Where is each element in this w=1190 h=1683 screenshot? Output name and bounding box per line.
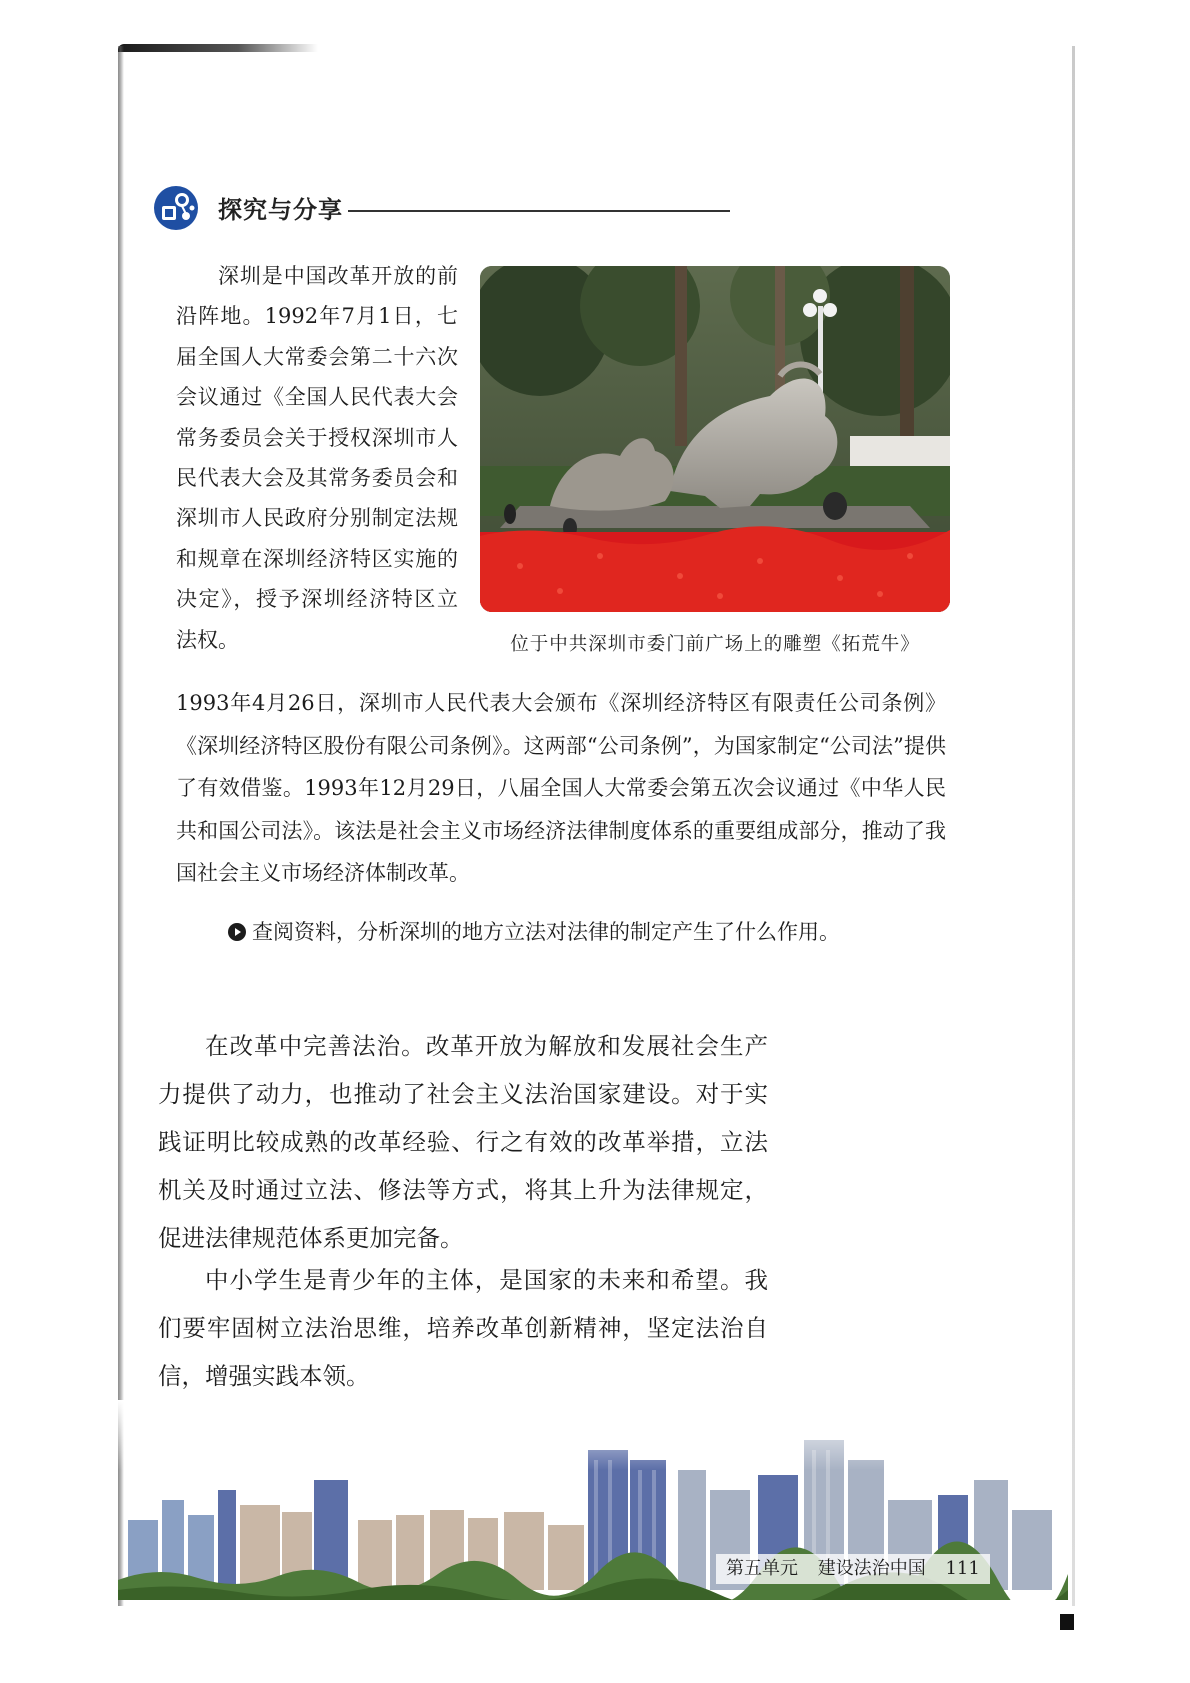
pioneer-ox-sculpture-photo bbox=[480, 266, 950, 612]
photo-caption: 位于中共深圳市委门前广场上的雕塑《拓荒牛》 bbox=[510, 634, 920, 655]
intro-text-continued: 1993年4月26日，深圳市人民代表大会颁布《深圳经济特区有限责任公司条例》《深圳经济特区股份有限公司条例》。这两部“公司条例”，为国家制定“公司法”提供了有效借鉴。1993年12月29日，八届全国人大常委会第五次会议通过《中华人民共和国公司法》。该法是社会主义市场经济法律制度体系的重要组成部分，推动了我国社会主义市场经济体制改革。 bbox=[176, 691, 946, 885]
section-divider bbox=[348, 210, 730, 212]
section-header bbox=[152, 180, 732, 236]
body-paragraph-2: 中小学生是青少年的主体，是国家的未来和希望。我们要牢固树立法治思维，培养改革创新精神，坚定法治自信，增强实践本领。 bbox=[158, 1266, 768, 1390]
play-icon bbox=[228, 923, 246, 941]
inquiry-question bbox=[228, 916, 988, 950]
page-edge-left bbox=[118, 46, 124, 1606]
corner-mark bbox=[1060, 1614, 1074, 1630]
footer-unit: 第五单元 bbox=[726, 1558, 798, 1579]
footer-unit-title: 建设法治中国 bbox=[817, 1558, 926, 1579]
section-title: 探究与分享 bbox=[218, 196, 343, 224]
sculpture-illustration bbox=[480, 266, 950, 612]
question-text: 查阅资料，分析深圳的地方立法对法律的制定产生了什么作用。 bbox=[252, 920, 840, 944]
intro-text-beside-photo: 深圳是中国改革开放的前沿阵地。1992年7月1日，七届全国人大常委会第二十六次会议通过《全国人民代表大会常务委员会关于授权深圳市人民代表大会及其常务委员会和深圳市人民政府分别制定法规和规章在深圳经济特区实施的决定》，授予深圳经济特区立法权。 bbox=[176, 264, 458, 652]
page-number: 111 bbox=[945, 1558, 980, 1579]
page-edge-right bbox=[1072, 46, 1075, 1606]
body-paragraph-1: 在改革中完善法治。改革开放为解放和发展社会生产力提供了动力，也推动了社会主义法治国家建设。对于实践证明比较成熟的改革经验、行之有效的改革举措，立法机关及时通过立法、修法等方式，将其上升为法律规定，促进法律规范体系更加完备。 bbox=[158, 1032, 768, 1252]
explore-share-icon bbox=[152, 184, 200, 232]
footer-page-label bbox=[716, 1554, 990, 1584]
page-edge-top bbox=[118, 44, 318, 52]
